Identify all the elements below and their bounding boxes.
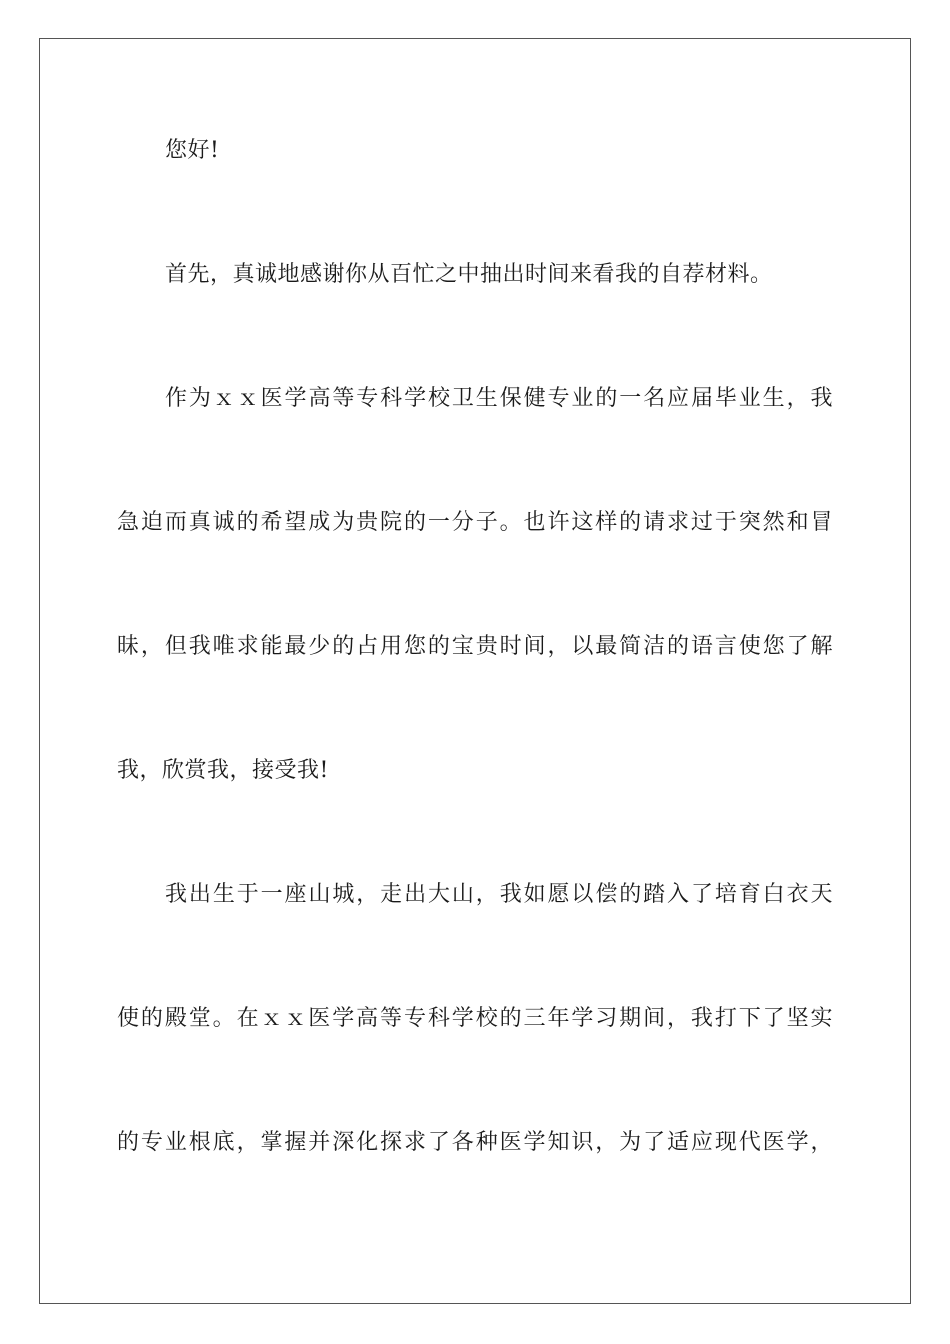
paragraph-2-line-3: 昧，但我唯求能最少的占用您的宝贵时间，以最简洁的语言使您了解 — [117, 634, 833, 659]
paragraph-3-line-2: 使的殿堂。在ｘｘ医学高等专科学校的三年学习期间，我打下了坚实 — [117, 1006, 833, 1031]
paragraph-3-line-3: 的专业根底，掌握并深化探求了各种医学知识，为了适应现代医学， — [117, 1130, 833, 1155]
paragraph-2-line-2: 急迫而真诚的希望成为贵院的一分子。也许这样的请求过于突然和冒 — [117, 510, 833, 535]
paragraph-2-line-4: 我，欣赏我，接受我! — [117, 758, 329, 783]
greeting-line: 您好! — [165, 138, 220, 163]
paragraph-1-line-1: 首先，真诚地感谢你从百忙之中抽出时间来看我的自荐材料。 — [165, 262, 773, 287]
paragraph-2-line-1: 作为ｘｘ医学高等专科学校卫生保健专业的一名应届毕业生，我 — [165, 386, 833, 411]
paragraph-3-line-1: 我出生于一座山城，走出大山，我如愿以偿的踏入了培育白衣天 — [165, 882, 833, 907]
page-border — [39, 38, 911, 1304]
